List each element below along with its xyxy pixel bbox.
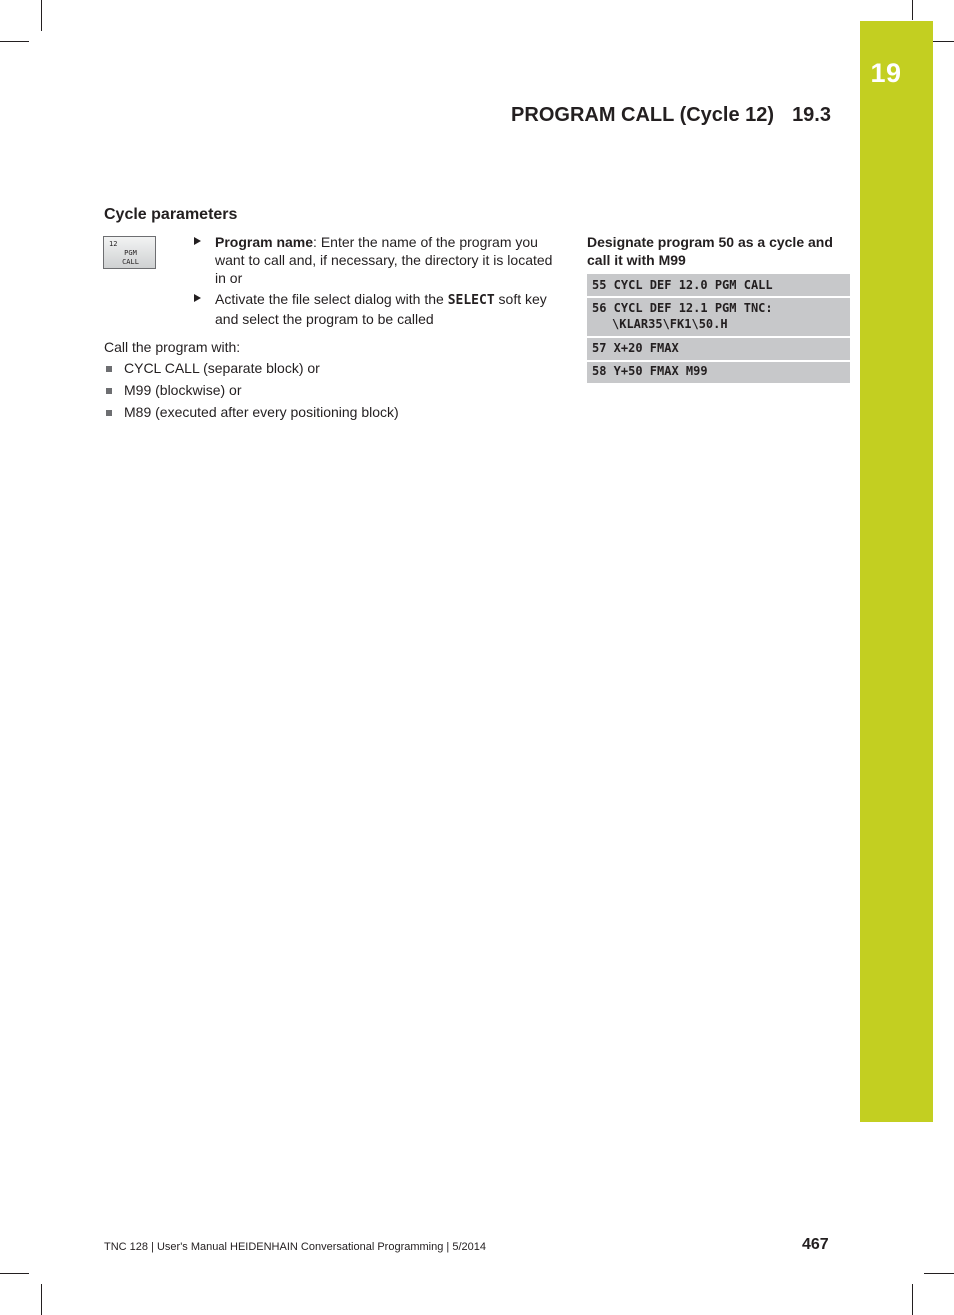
code-line [587,298,850,336]
chapter-tab [860,21,933,1122]
step-bold-term: Program name [215,234,314,250]
page-number: 467 [802,1236,829,1253]
list-item-text: M99 (blockwise) or [124,382,242,398]
example-heading: Designate program 50 as a cycle and call it with M99 [587,234,833,268]
header-title: PROGRAM CALL (Cycle 12) [511,104,775,126]
step-text-after: soft key and select the program to be called [215,291,547,327]
bullet-square-icon [106,366,112,372]
step-text [215,290,554,328]
chapter-number: 19 [870,58,902,88]
crop-mark [912,1284,913,1315]
code-line [587,362,850,383]
step-text [215,233,554,287]
softkey-line-2: CALL [122,258,139,266]
header-section-number: 19.3 [792,104,831,126]
crop-mark [41,1284,42,1315]
list-item [104,382,241,398]
pgm-call-softkey-icon [103,236,156,269]
crop-mark [912,0,913,20]
select-softkey-name: SELECT [447,293,495,308]
step-select-dialog [194,290,554,328]
code-line-text: 56 CYCL DEF 12.1 PGM TNC: [592,301,773,315]
code-line-continuation: \KLAR35\FK1\50.H [612,317,728,331]
section-heading: Cycle parameters [104,206,238,223]
list-item [104,360,320,376]
code-line-text: 58 Y+50 FMAX M99 [592,364,708,378]
code-line [587,338,850,360]
code-line-text: 55 CYCL DEF 12.0 PGM CALL [592,278,773,292]
call-intro: Call the program with: [104,339,241,355]
softkey-line-1: PGM [124,249,137,257]
list-item-text: CYCL CALL (separate block) or [124,360,320,376]
step-arrow-icon [194,237,201,245]
footer-text: TNC 128 | User's Manual HEIDENHAIN Conversational Programming | 5/2014 [104,1241,486,1253]
crop-mark [0,41,29,42]
code-line [587,274,850,296]
code-line-text: 57 X+20 FMAX [592,341,679,355]
crop-mark [0,1273,29,1274]
list-item [104,404,399,420]
crop-mark [924,1273,954,1274]
softkey-number: 12 [109,240,118,248]
crop-mark [41,0,42,31]
bullet-square-icon [106,388,112,394]
bullet-square-icon [106,410,112,416]
list-item-text: M89 (executed after every positioning block) [124,404,399,420]
step-program-name [194,233,554,287]
step-arrow-icon [194,294,201,302]
step-text-before: Activate the file select dialog with the [215,291,448,307]
step-description: : Enter the name of the program you want to call and, if necessary, the directory it is located in or [215,234,553,286]
running-header [511,104,831,127]
